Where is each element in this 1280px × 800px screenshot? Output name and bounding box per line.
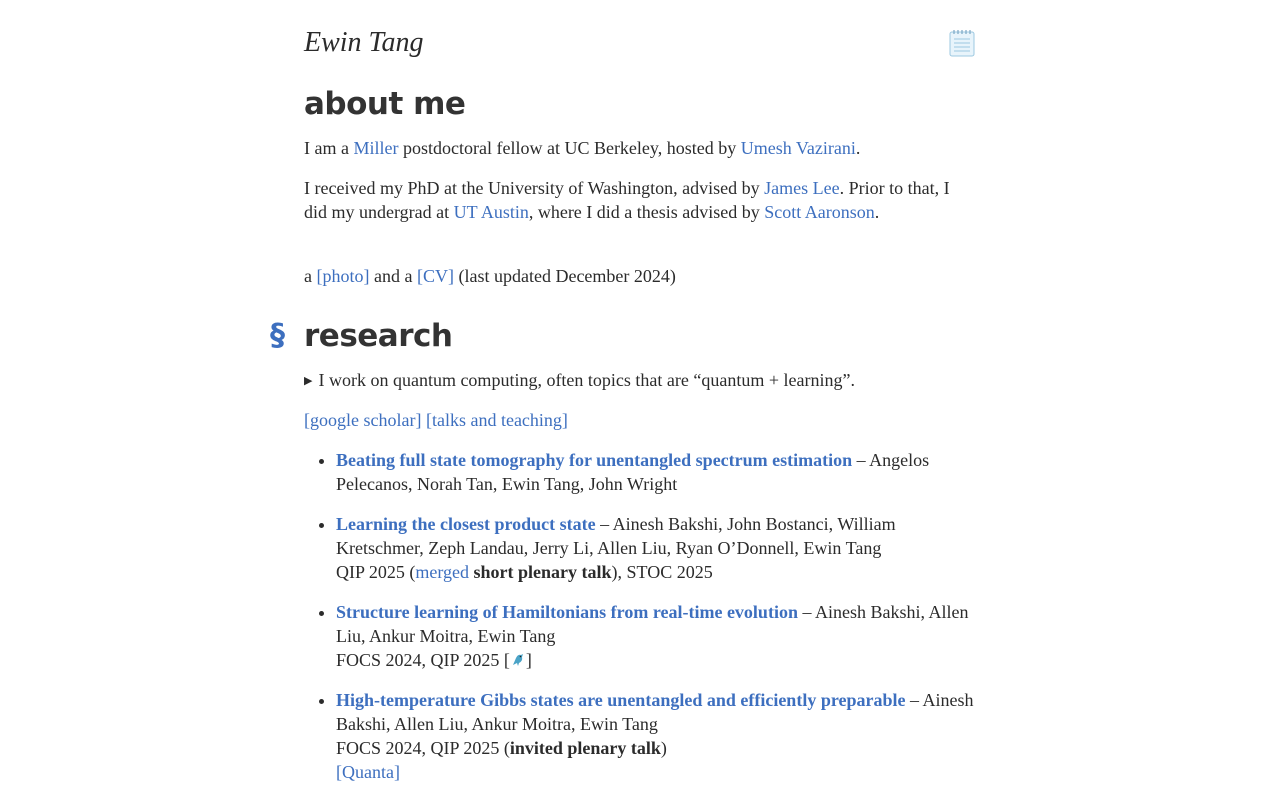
publication-authors: – Ainesh Bakshi, John Bostanci, William Kretschmer, Zeph Landau, Jerry Li, Allen Liu, Ryan O’Donnell, Ewin Tang: [336, 514, 896, 558]
text: I received my PhD at the University of Washington, advised by: [304, 178, 765, 198]
text: . Prior to that, I did my undergrad at: [304, 178, 950, 222]
text: (last updated December 2024): [453, 266, 676, 286]
disclosure-triangle-icon[interactable]: ▶: [304, 375, 313, 387]
bird-icon[interactable]: [510, 652, 526, 668]
scott-aaronson-link[interactable]: Scott Aaronson: [764, 202, 875, 222]
merged-link[interactable]: merged: [415, 562, 469, 582]
james-lee-link[interactable]: James Lee: [764, 178, 840, 198]
talks-and-teaching-link[interactable]: [talks and teaching]: [425, 410, 568, 430]
site-title[interactable]: Ewin Tang: [304, 27, 424, 58]
list-item: [336, 688, 976, 784]
notepad-icon[interactable]: [948, 28, 976, 58]
venue-text: ), STOC 2025: [611, 562, 713, 582]
venue-highlight: short plenary talk: [473, 562, 612, 582]
about-paragraph-2: [304, 176, 976, 224]
photo-link[interactable]: [photo]: [316, 266, 370, 286]
about-paragraph-1: [304, 136, 976, 160]
publication-authors: – Ainesh Bakshi, Allen Liu, Ankur Moitra, Ewin Tang: [336, 690, 974, 734]
text: .: [874, 202, 880, 222]
research-heading: research: [304, 318, 453, 354]
text: a: [304, 266, 317, 286]
venue-text: FOCS 2024, QIP 2025 [: [336, 650, 510, 670]
miller-link[interactable]: Miller: [353, 138, 399, 158]
umesh-vazirani-link[interactable]: Umesh Vazirani: [740, 138, 856, 158]
google-scholar-link[interactable]: [google scholar]: [304, 410, 422, 430]
research-summary-disclosure[interactable]: [304, 368, 976, 393]
venue-text: FOCS 2024, QIP 2025 (: [336, 738, 510, 758]
text: .: [855, 138, 861, 158]
list-item: [336, 448, 976, 496]
publication-title-link[interactable]: High-temperature Gibbs states are unentangled and efficiently preparable: [336, 690, 906, 710]
text: I am a: [304, 138, 354, 158]
cv-link[interactable]: [CV]: [416, 266, 454, 286]
quanta-link[interactable]: [Quanta]: [336, 762, 400, 782]
research-links: [304, 408, 976, 432]
publication-title-link[interactable]: Structure learning of Hamiltonians from real-time evolution: [336, 602, 798, 622]
summary-text[interactable]: I work on quantum computing, often topics that are “quantum + learning”.: [318, 370, 855, 390]
venue-text: ]: [525, 650, 532, 670]
about-heading: about me: [304, 86, 466, 122]
publication-title-link[interactable]: Learning the closest product state: [336, 514, 596, 534]
venue-text: ): [660, 738, 667, 758]
publication-list: [304, 448, 976, 800]
text: and a: [369, 266, 417, 286]
section-anchor-link[interactable]: §: [270, 318, 285, 353]
publication-authors: – Ainesh Bakshi, Allen Liu, Ankur Moitra, Ewin Tang: [336, 602, 969, 646]
venue-text: QIP 2025 (: [336, 562, 416, 582]
text: , where I did a thesis advised by: [528, 202, 765, 222]
about-paragraph-3: [304, 264, 976, 288]
text: postdoctoral fellow at UC Berkeley, hosted by: [398, 138, 741, 158]
list-item: [336, 512, 976, 584]
publication-authors: – Angelos Pelecanos, Norah Tan, Ewin Tang, John Wright: [336, 450, 930, 494]
venue-highlight: invited plenary talk: [509, 738, 661, 758]
publication-title-link[interactable]: Beating full state tomography for unentangled spectrum estimation: [336, 450, 853, 470]
list-item: [336, 600, 976, 672]
ut-austin-link[interactable]: UT Austin: [453, 202, 529, 222]
